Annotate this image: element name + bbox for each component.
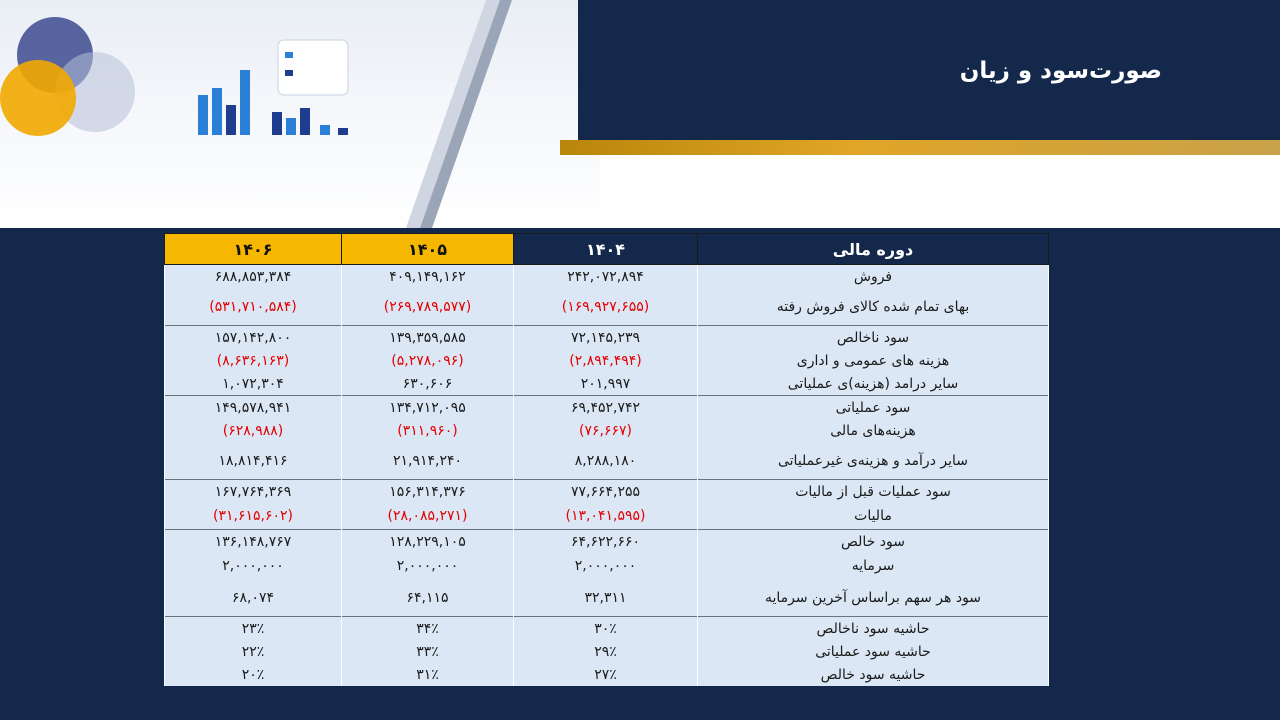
row-label: حاشیه سود خالص: [698, 663, 1049, 686]
table-row: [165, 579, 1049, 617]
value-1405: ۱۳۹,۳۵۹,۵۸۵: [342, 326, 514, 350]
header-1404: ۱۴۰۴: [514, 234, 698, 265]
value-1406: ۲,۰۰۰,۰۰۰: [165, 553, 342, 579]
value-1405: ۱۲۸,۲۲۹,۱۰۵: [342, 530, 514, 554]
value-1406: ۱,۰۷۲,۳۰۴: [165, 372, 342, 396]
value-1406: ۶۸,۰۷۴: [165, 579, 342, 617]
value-1406: ۲۳٪: [165, 617, 342, 641]
value-1406: (۶۲۸,۹۸۸): [165, 419, 342, 442]
value-1405: ۲۱,۹۱۴,۲۴۰: [342, 442, 514, 480]
header-1406: ۱۴۰۶: [165, 234, 342, 265]
value-1406: ۱۶۷,۷۶۴,۳۶۹: [165, 480, 342, 504]
value-1405: (۵,۲۷۸,۰۹۶): [342, 349, 514, 372]
value-1405: ۳۱٪: [342, 663, 514, 686]
income-statement-table: [164, 233, 1049, 686]
value-1404: ۸,۲۸۸,۱۸۰: [514, 442, 698, 480]
row-label: هزینه های عمومی و اداری: [698, 349, 1049, 372]
page-title: صورت‌سود و زیان: [959, 58, 1162, 84]
value-1404: ۲۹٪: [514, 640, 698, 663]
value-1405: ۶۴,۱۱۵: [342, 579, 514, 617]
row-label: سود عملیاتی: [698, 396, 1049, 420]
header-fiscal-period: دوره مالی: [698, 234, 1049, 265]
table-header-row: [165, 234, 1049, 265]
row-label: سود خالص: [698, 530, 1049, 554]
value-1406: ۱۴۹,۵۷۸,۹۴۱: [165, 396, 342, 420]
table-row: [165, 663, 1049, 686]
value-1404: ۳۰٪: [514, 617, 698, 641]
value-1404: ۲۷٪: [514, 663, 698, 686]
row-label: سایر درامد (هزینه)ی عملیاتی: [698, 372, 1049, 396]
table-row: [165, 349, 1049, 372]
row-label: هزینه‌های مالی: [698, 419, 1049, 442]
value-1404: ۷۲,۱۴۵,۲۳۹: [514, 326, 698, 350]
row-label: حاشیه سود ناخالص: [698, 617, 1049, 641]
value-1406: (۵۳۱,۷۱۰,۵۸۴): [165, 288, 342, 326]
row-label: سایر درآمد و هزینه‌ی غیرعملیاتی: [698, 442, 1049, 480]
row-label: سود هر سهم براساس آخرین سرمایه: [698, 579, 1049, 617]
table-row: [165, 640, 1049, 663]
row-label: بهای تمام شده کالای فروش رفته: [698, 288, 1049, 326]
table-row: [165, 265, 1049, 289]
row-label: سود ناخالص: [698, 326, 1049, 350]
value-1406: ۱۸,۸۱۴,۴۱۶: [165, 442, 342, 480]
row-label: فروش: [698, 265, 1049, 289]
table-row: [165, 480, 1049, 504]
value-1404: ۷۷,۶۶۴,۲۵۵: [514, 480, 698, 504]
value-1404: (۷۶,۶۶۷): [514, 419, 698, 442]
header-navy-panel: [578, 0, 1280, 140]
value-1404: (۲,۸۹۴,۴۹۴): [514, 349, 698, 372]
value-1404: ۲۰۱,۹۹۷: [514, 372, 698, 396]
row-label: حاشیه سود عملیاتی: [698, 640, 1049, 663]
value-1404: (۱۶۹,۹۲۷,۶۵۵): [514, 288, 698, 326]
value-1406: ۱۵۷,۱۴۲,۸۰۰: [165, 326, 342, 350]
table-row: [165, 530, 1049, 554]
value-1405: (۲۸,۰۸۵,۲۷۱): [342, 503, 514, 530]
value-1404: ۲۴۲,۰۷۲,۸۹۴: [514, 265, 698, 289]
value-1404: ۶۴,۶۲۲,۶۶۰: [514, 530, 698, 554]
table-row: [165, 326, 1049, 350]
table-row: [165, 419, 1049, 442]
header-gold-stripe: [560, 140, 1280, 155]
header-1405: ۱۴۰۵: [342, 234, 514, 265]
table-row: [165, 396, 1049, 420]
value-1405: ۱۳۴,۷۱۲,۰۹۵: [342, 396, 514, 420]
value-1406: ۲۲٪: [165, 640, 342, 663]
value-1405: ۶۳۰,۶۰۶: [342, 372, 514, 396]
table-row: [165, 442, 1049, 480]
value-1404: (۱۳,۰۴۱,۵۹۵): [514, 503, 698, 530]
value-1405: ۳۴٪: [342, 617, 514, 641]
value-1406: (۸,۶۳۶,۱۶۳): [165, 349, 342, 372]
decorative-chart-image: [0, 0, 600, 228]
table-row: [165, 372, 1049, 396]
value-1405: ۲,۰۰۰,۰۰۰: [342, 553, 514, 579]
table-row: [165, 288, 1049, 326]
value-1406: (۳۱,۶۱۵,۶۰۲): [165, 503, 342, 530]
decorative-chart-illustration: [0, 0, 600, 228]
row-label: سود عملیات قبل از مالیات: [698, 480, 1049, 504]
value-1405: ۴۰۹,۱۴۹,۱۶۲: [342, 265, 514, 289]
value-1404: ۶۹,۴۵۲,۷۴۲: [514, 396, 698, 420]
value-1406: ۱۳۶,۱۴۸,۷۶۷: [165, 530, 342, 554]
header-banner: [0, 0, 1280, 228]
row-label: مالیات: [698, 503, 1049, 530]
value-1406: ۶۸۸,۸۵۳,۳۸۴: [165, 265, 342, 289]
value-1405: (۲۶۹,۷۸۹,۵۷۷): [342, 288, 514, 326]
row-label: سرمایه: [698, 553, 1049, 579]
table-row: [165, 503, 1049, 530]
value-1405: (۳۱۱,۹۶۰): [342, 419, 514, 442]
table-row: [165, 617, 1049, 641]
value-1405: ۳۳٪: [342, 640, 514, 663]
value-1406: ۲۰٪: [165, 663, 342, 686]
table-row: [165, 553, 1049, 579]
value-1404: ۲,۰۰۰,۰۰۰: [514, 553, 698, 579]
value-1405: ۱۵۶,۳۱۴,۳۷۶: [342, 480, 514, 504]
value-1404: ۳۲,۳۱۱: [514, 579, 698, 617]
